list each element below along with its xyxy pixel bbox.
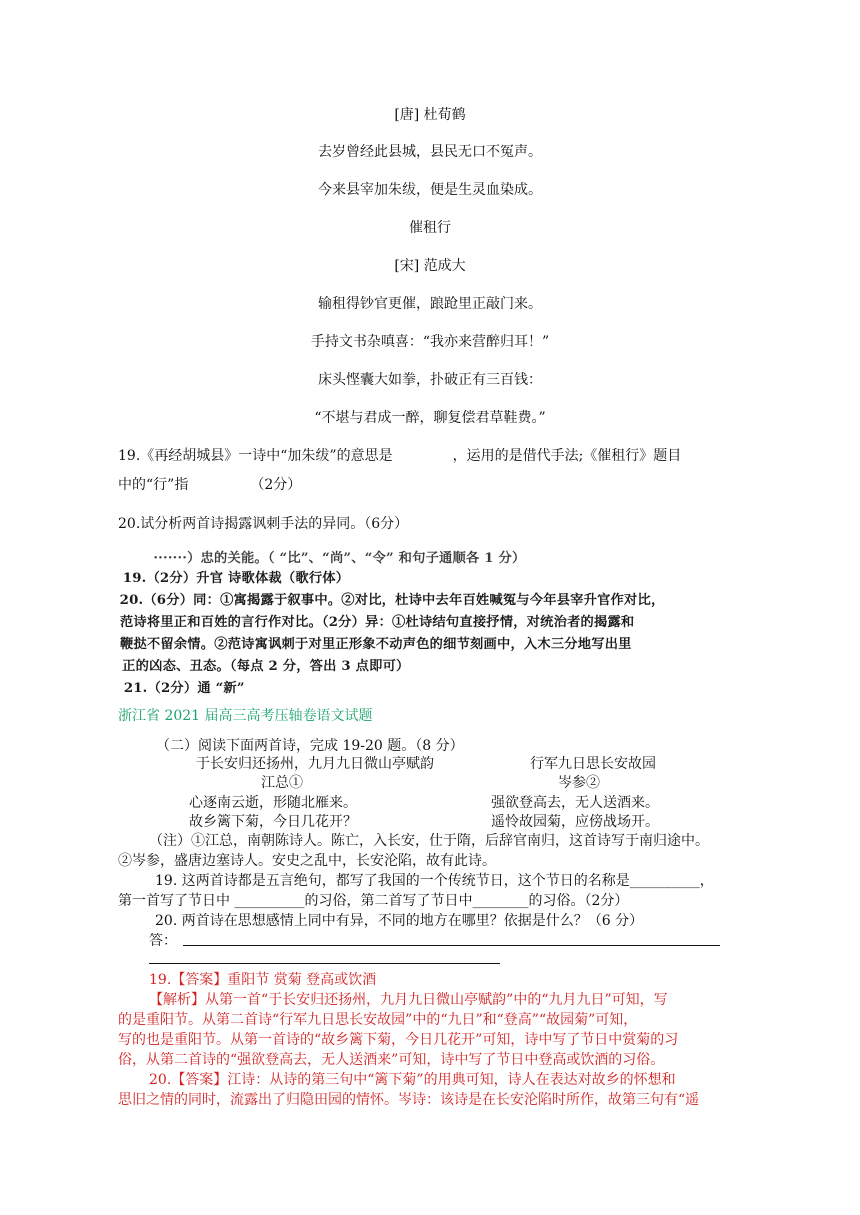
poem2-author: [宋] 范成大	[394, 258, 466, 274]
poem2-line-1: 输租得钞官更催，踉跄里正敲门来。	[318, 296, 542, 312]
poemB-line-1: 强欲登高去，无人送酒来。	[491, 795, 659, 811]
question-19-line-1	[118, 445, 681, 465]
question-19-line-2	[118, 474, 301, 494]
note-1: （注）①江总，南朝陈诗人。陈亡，入长安，仕于隋，后辞官南归，这首诗写于南归途中。	[149, 833, 709, 849]
scan-line-3: 范诗将里正和百姓的言行作对比。（2分）异：①杜诗结句直接抒情，对统治者的揭露和	[119, 615, 635, 630]
answer-20-line-2: 思旧之情的同时，流露出了归隐田园的情怀。岑诗：该诗是在长安沦陷时所作，故第三句有“遥	[118, 1092, 700, 1108]
answer-20-line-1: 20.【答案】江诗：从诗的第三句中“篱下菊”的用典可知，诗人在表达对故乡的怀想和	[149, 1072, 676, 1088]
scan-line-0: ·······）忠的关能。（ “比”、“尚”、“令” 和句子通顺各 1 分）	[153, 551, 526, 566]
answer-19: 19.【答案】重阳节 赏菊 登高或饮酒	[149, 972, 377, 988]
q19-part-2: ，运用的是借代手法;《催租行》题目	[452, 448, 682, 464]
poemB-line-2: 遥怜故园菊，应傍战场开。	[491, 814, 659, 830]
question-20: 20.试分析两首诗揭露讽刺手法的异同。（6分）	[118, 516, 409, 532]
scan-line-6: 21.（2分）通 “新”	[123, 681, 245, 696]
section2-q19-line-1: 19. 这两首诗都是五言绝句，都写了我国的一个传统节日，这个节日的名称是__________，	[155, 873, 714, 889]
analysis-line-1: 【解析】从第一首“于长安归还扬州，九月九日微山亭赋韵”中的“九月九日”可知，写	[149, 992, 668, 1008]
scan-line-1: 19.（2分）升官 诗歌体裁（歌行体）	[122, 571, 350, 586]
scan-line-4: 鞭挞不留余情。②范诗寓讽刺于对里正形象不动声色的细节刻画中，入木三分地写出里	[119, 637, 632, 652]
scan-line-2: 20.（6分）同：①寓揭露于叙事中。②对比，杜诗中去年百姓喊冤与今年县宰升官作对比，	[119, 593, 665, 608]
analysis-line-2: 的是重阳节。从第二首诗“行军九日思长安故园”中的“九日”和“登高”“故园菊”可知，	[118, 1012, 638, 1028]
poem2-title: 催租行	[409, 220, 451, 236]
scan-line-5: 正的凶态、丑态。（每点 2 分，答出 3 点即可）	[122, 659, 410, 674]
source-heading: 浙江省 2021 届高三高考压轴卷语文试题	[118, 708, 373, 724]
q19-part-4: （2分）	[250, 477, 302, 493]
answer-line-2	[149, 963, 500, 964]
poem2-line-3: 床头悭囊大如拳，扑破正有三百钱：	[318, 372, 542, 388]
answer-line-1	[183, 945, 720, 946]
analysis-line-3: 写的也是重阳节。从第一首诗的“故乡篱下菊，今日几花开”可知，诗中写了节日中赏菊的习	[118, 1032, 679, 1048]
poem2-line-4: “不堪与君成一醉，聊复偿君草鞋费。”	[314, 410, 546, 426]
poemA-line-1: 心逐南云逝，形随北雁来。	[189, 795, 357, 811]
analysis-line-4: 俗，从第二首诗的“强欲登高去，无人送酒来”可知，诗中写了节日中登高或饮酒的习俗。	[118, 1052, 665, 1068]
scanned-answer-image	[117, 543, 704, 698]
poem1-author: [唐] 杜荀鹤	[394, 107, 466, 123]
answer-label: 答：	[149, 933, 177, 949]
section2-q19-line-2: 第一首写了节日中 __________的习俗，第二首写了节日中________的习俗。（2分）	[118, 893, 629, 909]
q19-part-1: 19.《再经胡城县》一诗中“加朱绂”的意思是	[118, 448, 393, 464]
poemB-author: 岑参②	[558, 775, 600, 791]
poemA-line-2: 故乡篱下菊，今日几花开？	[189, 814, 357, 830]
q19-part-3: 中的“行”指	[118, 477, 189, 493]
poem1-line-2: 今来县宰加朱绂，便是生灵血染成。	[318, 182, 542, 198]
poemB-title: 行军九日思长安故园	[530, 756, 656, 772]
poemA-title: 于长安归还扬州，九月九日微山亭赋韵	[196, 756, 434, 772]
note-2: ②岑参，盛唐边塞诗人。安史之乱中，长安沦陷，故有此诗。	[118, 853, 496, 869]
poem2-line-2: 手持文书杂嗔喜：“我亦来营醉归耳！”	[310, 334, 550, 350]
section2-intro: （二）阅读下面两首诗，完成 19-20 题。（8 分）	[156, 738, 464, 754]
section2-q20: 20. 两首诗在思想感情上同中有异，不同的地方在哪里？依据是什么？（6 分）	[155, 913, 644, 929]
poemA-author: 江总①	[261, 775, 303, 791]
poem1-line-1: 去岁曾经此县城，县民无口不冤声。	[318, 144, 542, 160]
